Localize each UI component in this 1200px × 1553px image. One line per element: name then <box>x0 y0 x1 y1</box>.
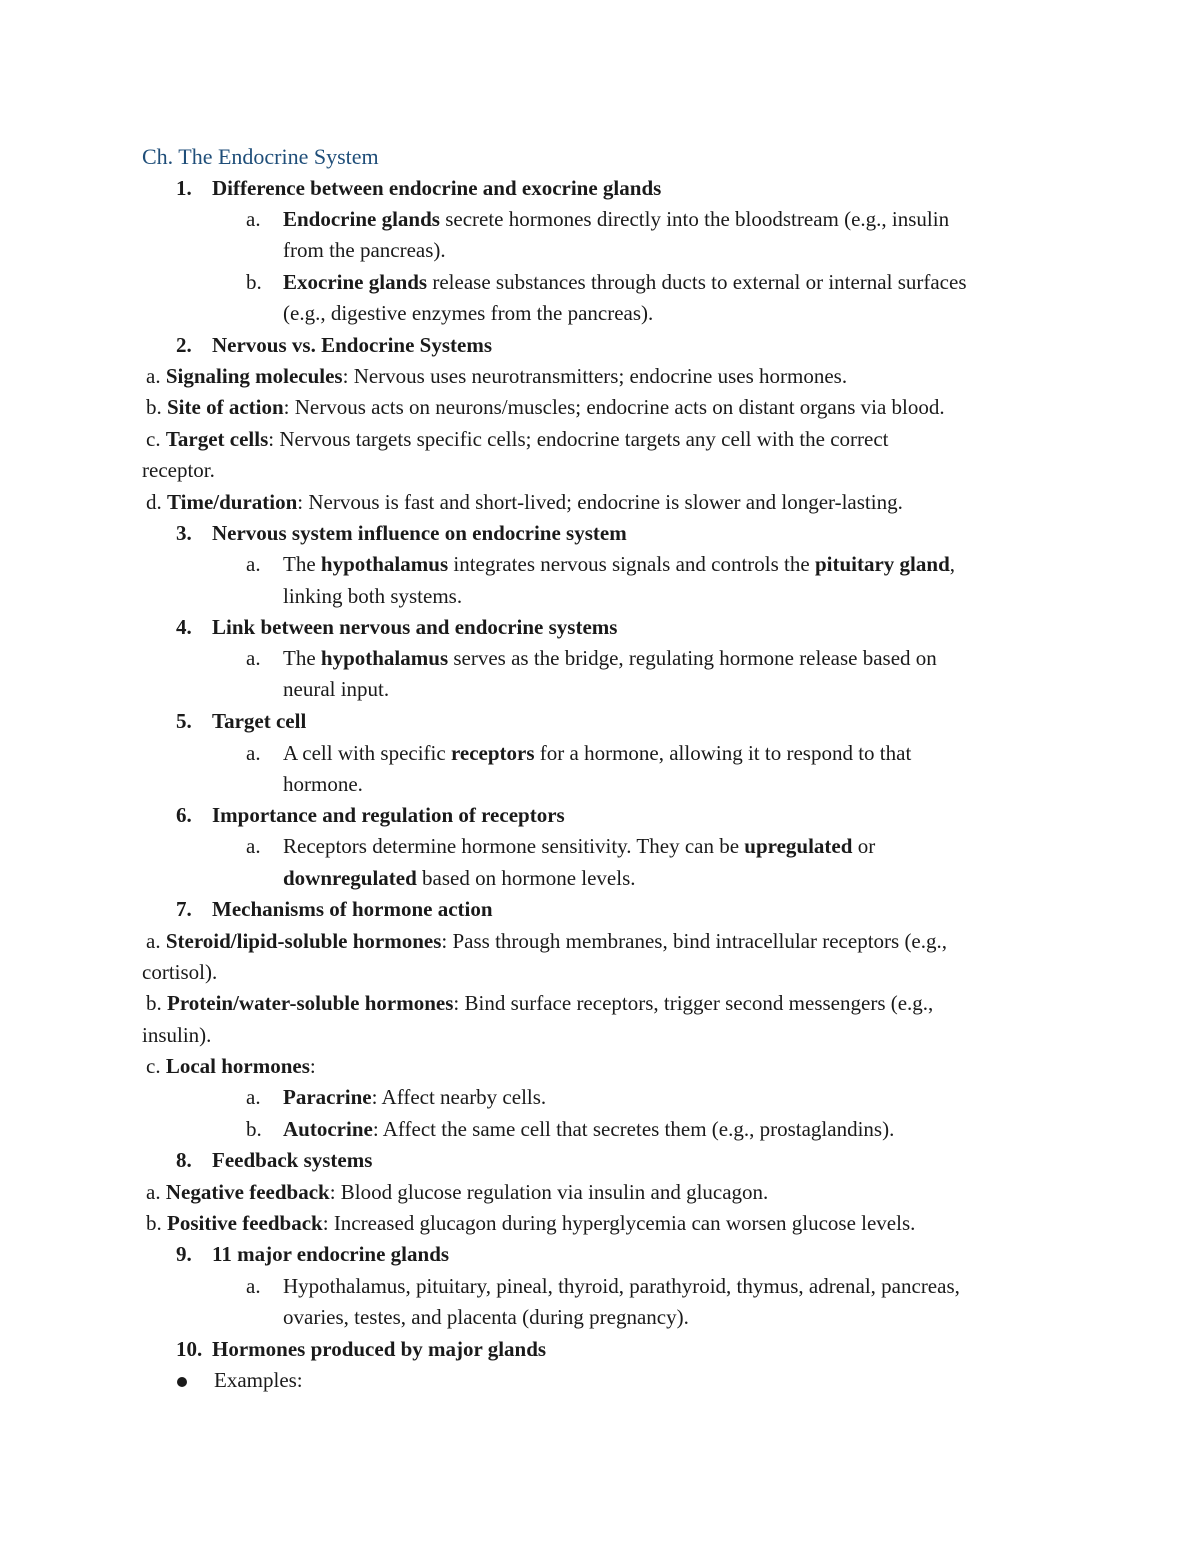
list-item-continuation: receptor. <box>142 458 215 482</box>
item-text: : Affect nearby cells. <box>371 1085 547 1109</box>
item-term: Autocrine <box>283 1117 373 1141</box>
list-item-continuation: neural input. <box>283 677 390 701</box>
section-title: Link between nervous and endocrine systems <box>212 615 618 639</box>
section-title: Importance and regulation of receptors <box>212 803 565 827</box>
section-title: 11 major endocrine glands <box>212 1242 450 1266</box>
list-item <box>146 1053 316 1079</box>
item-term: hypothalamus <box>320 646 449 670</box>
item-label: b. <box>246 1117 262 1141</box>
section-8-heading <box>176 1147 372 1173</box>
item-label: b. <box>146 991 167 1015</box>
list-item-continuation: ovaries, testes, and placenta (during pregnancy). <box>283 1305 689 1329</box>
section-number: 10. <box>176 1337 203 1361</box>
item-term: Site of action <box>167 395 284 419</box>
item-text: The <box>283 552 321 576</box>
section-number: 3. <box>176 521 192 545</box>
item-term: Exocrine glands <box>283 270 428 294</box>
item-text: A cell with specific <box>283 741 451 765</box>
list-item <box>146 363 847 389</box>
item-text: integrates nervous signals and controls the <box>448 552 815 576</box>
list-item <box>146 426 889 452</box>
item-term: pituitary gland <box>814 552 950 576</box>
item-label: d. <box>146 490 167 514</box>
item-label: c. <box>146 427 166 451</box>
item-text: : Affect the same cell that secretes them (e.g., prostaglandins). <box>372 1117 895 1141</box>
list-item-continuation: cortisol). <box>142 960 218 984</box>
list-item-continuation: from the pancreas). <box>283 238 446 262</box>
section-7-heading <box>176 896 493 922</box>
item-term: Endocrine glands <box>283 207 440 231</box>
list-item <box>246 269 967 295</box>
section-10-heading <box>176 1336 546 1362</box>
section-9-heading <box>176 1241 449 1267</box>
list-item-continuation: insulin). <box>142 1023 212 1047</box>
item-label: a. <box>246 1085 261 1109</box>
list-item <box>146 1210 915 1236</box>
section-title: Nervous system influence on endocrine system <box>212 521 627 545</box>
item-term: hypothalamus <box>320 552 449 576</box>
item-label: a. <box>146 364 166 388</box>
list-item <box>246 206 949 232</box>
section-title: Nervous vs. Endocrine Systems <box>212 333 493 357</box>
item-label: b. <box>146 395 167 419</box>
item-text: for a hormone, allowing it to respond to that <box>534 741 912 765</box>
bullet-item <box>174 1367 303 1393</box>
section-title: Target cell <box>212 709 307 733</box>
item-text: Hypothalamus, pituitary, pineal, thyroid, parathyroid, thymus, adrenal, pancreas, <box>283 1274 960 1298</box>
item-text: serves as the bridge, regulating hormone release based on <box>448 646 937 670</box>
item-term: downregulated <box>283 866 417 890</box>
bullet-icon <box>177 1377 187 1387</box>
item-text: : Pass through membranes, bind intracellular receptors (e.g., <box>441 929 948 953</box>
item-text: : <box>309 1054 316 1078</box>
section-number: 6. <box>176 803 192 827</box>
section-number: 8. <box>176 1148 192 1172</box>
section-4-heading <box>176 614 617 640</box>
item-term: Time/duration <box>167 490 298 514</box>
item-text: Receptors determine hormone sensitivity. They can be <box>283 834 745 858</box>
list-item <box>146 1179 768 1205</box>
section-number: 7. <box>176 897 192 921</box>
section-2-heading <box>176 332 492 358</box>
item-text: : Bind surface receptors, trigger second messengers (e.g., <box>453 991 934 1015</box>
item-label: b. <box>146 1211 167 1235</box>
item-label: a. <box>146 1180 166 1204</box>
list-item-continuation <box>283 865 636 891</box>
item-label: a. <box>246 207 261 231</box>
section-1-heading <box>176 175 661 201</box>
section-title: Feedback systems <box>212 1148 373 1172</box>
item-term: receptors <box>450 741 535 765</box>
item-text: : Increased glucagon during hyperglycemia can worsen glucose levels. <box>322 1211 916 1235</box>
item-term: Positive feedback <box>167 1211 323 1235</box>
item-text: The <box>283 646 321 670</box>
item-term: Signaling molecules <box>165 364 343 388</box>
section-title: Difference between endocrine and exocrine glands <box>212 176 662 200</box>
list-item-continuation: (e.g., digestive enzymes from the pancreas). <box>283 301 654 325</box>
item-label: a. <box>246 834 261 858</box>
section-number: 1. <box>176 176 192 200</box>
item-term: Steroid/lipid-soluble hormones <box>165 929 442 953</box>
item-term: Negative feedback <box>165 1180 330 1204</box>
item-text: : Nervous acts on neurons/muscles; endocrine acts on distant organs via blood. <box>283 395 945 419</box>
item-label: a. <box>246 1274 261 1298</box>
section-5-heading <box>176 708 306 734</box>
section-number: 2. <box>176 333 192 357</box>
list-item <box>146 394 945 420</box>
list-item-continuation: hormone. <box>283 772 363 796</box>
item-text: Examples: <box>214 1368 303 1392</box>
item-label: a. <box>246 741 261 765</box>
list-item <box>246 833 875 859</box>
section-3-heading <box>176 520 627 546</box>
item-text: : Nervous targets specific cells; endocrine targets any cell with the correct <box>268 427 889 451</box>
section-number: 5. <box>176 709 192 733</box>
list-item <box>246 1084 546 1110</box>
section-6-heading <box>176 802 565 828</box>
section-number: 4. <box>176 615 192 639</box>
item-text: : Blood glucose regulation via insulin and glucagon. <box>329 1180 769 1204</box>
item-text: secrete hormones directly into the bloodstream (e.g., insulin <box>439 207 950 231</box>
item-label: a. <box>246 552 261 576</box>
item-term: Target cells <box>165 427 269 451</box>
list-item <box>246 645 937 671</box>
item-text: : Nervous uses neurotransmitters; endocrine uses hormones. <box>342 364 848 388</box>
list-item <box>246 740 911 766</box>
item-text: release substances through ducts to external or internal surfaces <box>427 270 967 294</box>
section-title: Hormones produced by major glands <box>212 1337 547 1361</box>
item-term: Paracrine <box>283 1085 372 1109</box>
item-label: b. <box>246 270 262 294</box>
item-term: upregulated <box>744 834 853 858</box>
item-text: , <box>949 552 955 576</box>
list-item <box>246 551 955 577</box>
item-text: : Nervous is fast and short-lived; endocrine is slower and longer-lasting. <box>297 490 903 514</box>
item-text: based on hormone levels. <box>416 866 636 890</box>
section-number: 9. <box>176 1242 192 1266</box>
item-term: Protein/water-soluble hormones <box>167 991 454 1015</box>
list-item <box>246 1116 894 1142</box>
chapter-title: Ch. The Endocrine System <box>142 144 379 169</box>
item-text: or <box>852 834 876 858</box>
section-title: Mechanisms of hormone action <box>212 897 493 921</box>
list-item <box>246 1273 960 1299</box>
item-term: Local hormones <box>165 1054 310 1078</box>
item-label: c. <box>146 1054 166 1078</box>
list-item <box>146 990 933 1016</box>
item-label: a. <box>246 646 261 670</box>
list-item-continuation: linking both systems. <box>283 584 463 608</box>
list-item <box>146 928 947 954</box>
item-label: a. <box>146 929 166 953</box>
list-item <box>146 489 903 515</box>
